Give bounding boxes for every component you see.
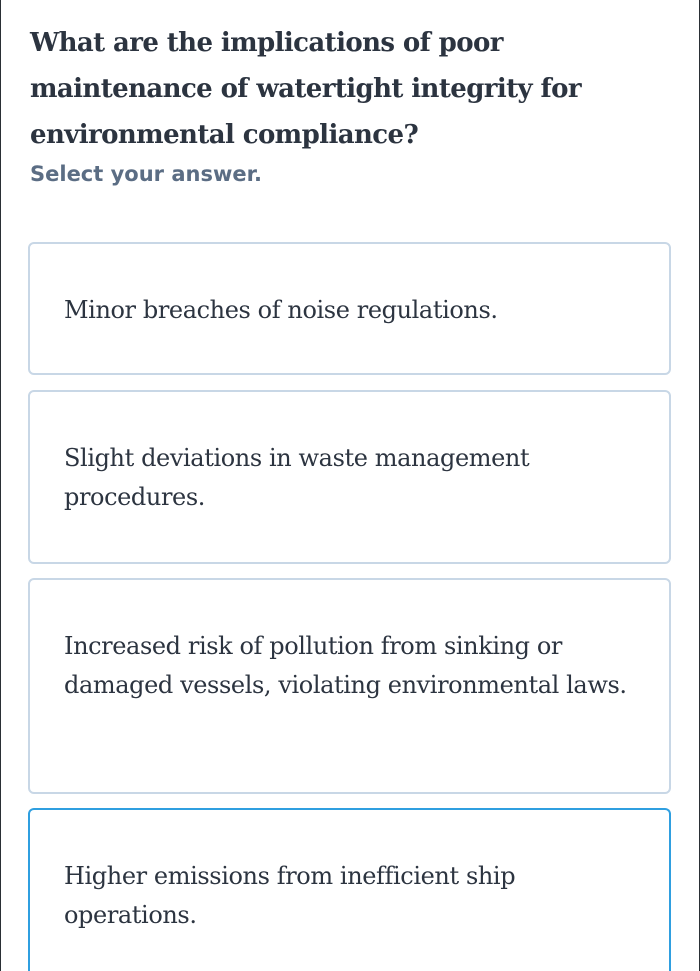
answer-option-label: Slight deviations in waste management procedures.: [64, 444, 530, 511]
answer-option-label: Higher emissions from inefficient ship operations.: [64, 862, 516, 929]
left-edge-divider: [0, 0, 1, 971]
answer-option-label: Increased risk of pollution from sinking or damaged vessels, violating environmental laws.: [64, 632, 627, 699]
answer-instruction: Select your answer.: [30, 162, 262, 186]
answer-option-4[interactable]: [28, 808, 671, 971]
answer-option-label: Minor breaches of noise regulations.: [64, 296, 498, 324]
answer-option-1[interactable]: [28, 242, 671, 375]
answer-option-3[interactable]: [28, 578, 671, 794]
answer-option-2[interactable]: [28, 390, 671, 564]
question-text: What are the implications of poor maintenance of watertight integrity for environmental compliance?: [30, 28, 581, 150]
